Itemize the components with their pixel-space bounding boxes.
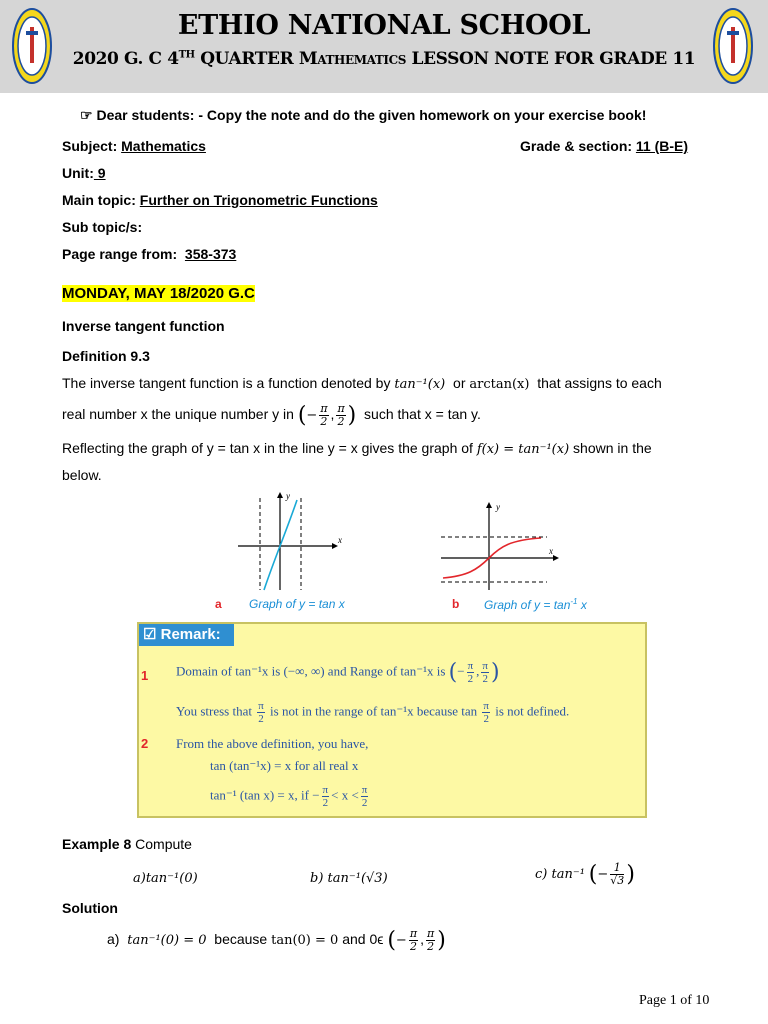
example-part-c: c) tan⁻¹ (− $\frac{1}{√3}$ )	[535, 861, 635, 887]
student-notice: ☞ Dear students: - Copy the note and do the given homework on your exercise book!	[80, 107, 647, 123]
definition-text-line-1: The inverse tangent function is a function denoted by tan⁻¹(x) or arctan(x) that assigns to each	[62, 375, 662, 392]
remark-line-2: You stress that $\frac{\pi}{2}$ is not in the range of tan⁻¹x because tan $\frac{\pi}{2}$ is not defined.	[176, 700, 570, 725]
remark-line-3: From the above definition, you have,	[176, 736, 369, 751]
example-part-a: a)tan⁻¹(0)	[133, 871, 198, 886]
main-topic-line: Main topic: Further on Trigonometric Functions	[62, 192, 378, 208]
definition-title: Definition 9.3	[62, 348, 150, 364]
remark-line-4: tan (tan⁻¹x) = x for all real x	[210, 758, 359, 773]
sub-topic-line: Sub topic/s:	[62, 219, 143, 235]
remark-number-1: 1	[141, 668, 149, 683]
example-part-b: b) tan⁻¹(√3)	[310, 871, 388, 886]
figure-b-letter: b	[452, 597, 460, 611]
grade-line: Grade & section: 11 (B-E)	[520, 138, 689, 154]
reflect-text-line-2: below.	[62, 467, 102, 483]
definition-text-line-2: real number x the unique number y in (− $\frac{\pi}{2}$ , $\frac{\pi}{2}$ ) such that x = tan y.	[62, 402, 481, 428]
figure-b-caption: Graph of $y = \tan^{-1} x$	[484, 597, 587, 612]
figure-a-letter: a	[215, 597, 222, 611]
x-axis-arrow-icon	[553, 555, 559, 561]
lesson-date: MONDAY, MAY 18/2020 G.C	[62, 285, 255, 302]
solution-label: Solution	[62, 900, 118, 916]
x-axis-label: x	[338, 535, 342, 545]
section-heading: Inverse tangent function	[62, 318, 225, 334]
checkbox-icon: ☑	[143, 626, 157, 643]
reflect-text-line-1: Reflecting the graph of y = tan x in the line y = x gives the graph of f(x) = tan⁻¹(x) shown in the	[62, 440, 652, 457]
arctan-graph-figure	[437, 498, 562, 593]
tan-graph-figure	[230, 490, 345, 595]
page-range-line: Page range from: 358-373	[62, 246, 237, 262]
subject-line: Subject: Mathematics	[62, 138, 206, 154]
y-axis-arrow-icon	[486, 502, 492, 508]
unit-line: Unit: 9	[62, 165, 106, 181]
remark-number-2: 2	[141, 736, 149, 751]
page-header	[0, 0, 768, 93]
pointing-hand-icon: ☞	[80, 107, 93, 123]
example-title: Example 8 Compute	[62, 836, 192, 852]
page-number: Page 1 of 10	[639, 993, 710, 1008]
remark-line-5: tan⁻¹ (tan x) = x, if − $\frac{\pi}{2}$ < x < $\frac{\pi}{2}$	[210, 784, 368, 809]
y-axis-arrow-icon	[277, 492, 283, 498]
solution-part-a: a) tan⁻¹(0) = 0 because tan(0) = 0 and 0ϵ (− $\frac{\pi}{2}$ , $\frac{\pi}{2}$ )	[107, 927, 446, 953]
remark-title: ☑ Remark:	[139, 624, 234, 646]
x-axis-label: x	[549, 546, 553, 556]
school-name: ETHIO NATIONAL SCHOOL	[177, 10, 591, 41]
y-axis-label: y	[286, 491, 290, 501]
figure-a-caption: Graph of y = tan x	[249, 597, 345, 611]
y-axis-label: y	[496, 502, 500, 512]
note-subtitle: 2020 G. C 4TH QUARTER Mathematics LESSON NOTE FOR GRADE 11	[72, 49, 696, 69]
remark-line-1: Domain of tan⁻¹x is (−∞, ∞) and Range of tan⁻¹x is (− $\frac{\pi}{2}$ , $\frac{\pi}{2}$ )	[176, 660, 500, 685]
